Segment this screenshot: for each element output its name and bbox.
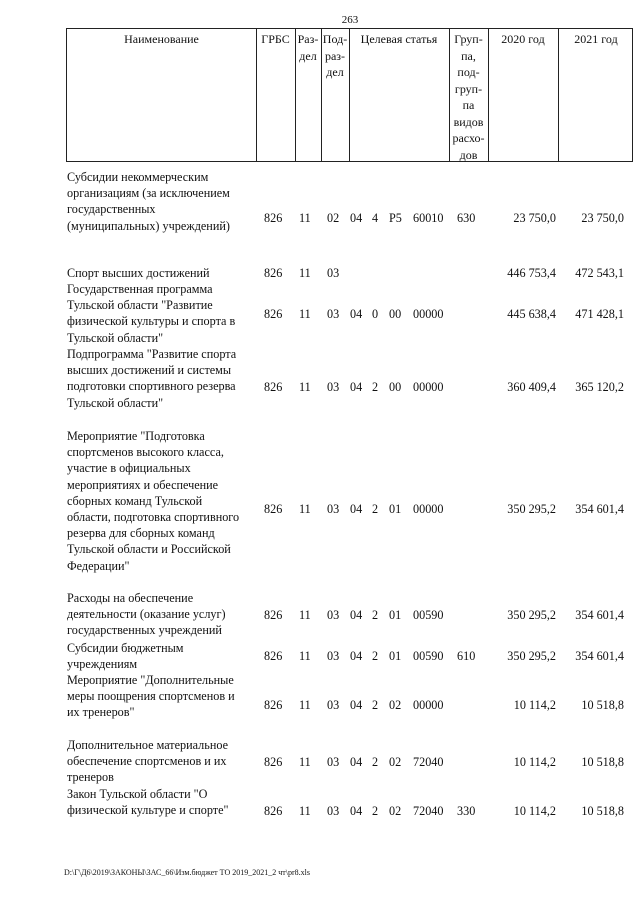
cell-grbs: 826 bbox=[264, 211, 283, 225]
cell-podrazdel: 03 bbox=[327, 649, 340, 663]
cell-target-subprogram: 2 bbox=[372, 755, 379, 769]
header-grbs: ГРБС bbox=[261, 32, 290, 46]
cell-grbs: 826 bbox=[264, 502, 283, 516]
cell-podrazdel: 03 bbox=[327, 698, 340, 712]
cell-razdel: 11 bbox=[299, 266, 311, 280]
cell-podrazdel: 03 bbox=[327, 755, 340, 769]
cell-target-program: 04 bbox=[350, 502, 363, 516]
cell-razdel: 11 bbox=[299, 698, 311, 712]
cell-target-program: 04 bbox=[350, 649, 363, 663]
cell-target-subprogram: 0 bbox=[372, 307, 379, 321]
cell-target-program: 04 bbox=[350, 755, 363, 769]
cell-target-subprogram: 2 bbox=[372, 698, 379, 712]
cell-grbs: 826 bbox=[264, 307, 283, 321]
cell-grbs: 826 bbox=[264, 804, 283, 818]
header-year-2021: 2021 год bbox=[574, 32, 618, 46]
cell-amount-2020: 350 295,2 bbox=[507, 649, 556, 663]
cell-name: Закон Тульской области "О физической культуре и спорте" bbox=[67, 787, 229, 818]
cell-name: Расходы на обеспечение деятельности (оказание услуг) государственных учреждений bbox=[67, 591, 226, 638]
cell-target-subprogram: 4 bbox=[372, 211, 379, 225]
cell-target-program: 04 bbox=[350, 307, 363, 321]
cell-grbs: 826 bbox=[264, 266, 283, 280]
cell-target-subprogram: 2 bbox=[372, 804, 379, 818]
cell-razdel: 11 bbox=[299, 649, 311, 663]
cell-grbs: 826 bbox=[264, 755, 283, 769]
cell-podrazdel: 03 bbox=[327, 380, 340, 394]
cell-razdel: 11 bbox=[299, 502, 311, 516]
cell-podrazdel: 03 bbox=[327, 502, 340, 516]
cell-razdel: 11 bbox=[299, 307, 311, 321]
cell-amount-2020: 23 750,0 bbox=[513, 211, 556, 225]
cell-target-event: 00 bbox=[389, 307, 402, 321]
cell-name: Государственная программа Тульской области "Развитие физической культуры и спорта в Тульской области" bbox=[67, 282, 236, 345]
cell-podrazdel: 02 bbox=[327, 211, 340, 225]
cell-target-event: 02 bbox=[389, 804, 402, 818]
cell-target-direction: 00000 bbox=[413, 502, 444, 516]
cell-name: Дополнительное материальное обеспечение спортсменов и их тренеров bbox=[67, 738, 228, 785]
cell-target-direction: 00000 bbox=[413, 698, 444, 712]
cell-expense-type: 330 bbox=[457, 804, 476, 818]
cell-razdel: 11 bbox=[299, 211, 311, 225]
table-header bbox=[66, 28, 633, 162]
cell-target-event: 01 bbox=[389, 608, 402, 622]
cell-amount-2021: 472 543,1 bbox=[575, 266, 624, 280]
cell-target-direction: 00590 bbox=[413, 649, 444, 663]
cell-podrazdel: 03 bbox=[327, 608, 340, 622]
cell-target-direction: 72040 bbox=[413, 804, 444, 818]
cell-name: Мероприятие "Подготовка спортсменов высокого класса, участие в официальных мероприятиях и обеспечение сборных команд Тульской области, подготовка спортивного резерва для сборных команд Тульской области и Российской Федерации" bbox=[67, 429, 240, 573]
cell-amount-2020: 10 114,2 bbox=[513, 755, 556, 769]
cell-target-direction: 60010 bbox=[413, 211, 444, 225]
cell-target-direction: 72040 bbox=[413, 755, 444, 769]
header-podrazdel: Под- раз- дел bbox=[322, 32, 348, 79]
cell-podrazdel: 03 bbox=[327, 266, 340, 280]
cell-amount-2021: 354 601,4 bbox=[575, 608, 624, 622]
cell-target-subprogram: 2 bbox=[372, 380, 379, 394]
column-divider bbox=[256, 29, 257, 161]
cell-amount-2021: 10 518,8 bbox=[581, 804, 624, 818]
cell-amount-2020: 360 409,4 bbox=[507, 380, 556, 394]
column-divider bbox=[349, 29, 350, 161]
cell-amount-2021: 365 120,2 bbox=[575, 380, 624, 394]
cell-amount-2021: 354 601,4 bbox=[575, 502, 624, 516]
cell-expense-type: 630 bbox=[457, 211, 476, 225]
cell-grbs: 826 bbox=[264, 608, 283, 622]
cell-target-event: P5 bbox=[389, 211, 402, 225]
cell-target-direction: 00000 bbox=[413, 307, 444, 321]
cell-name: Мероприятие "Дополнительные меры поощрения спортсменов и их тренеров" bbox=[67, 673, 235, 720]
cell-target-program: 04 bbox=[350, 380, 363, 394]
cell-amount-2020: 446 753,4 bbox=[507, 266, 556, 280]
cell-target-subprogram: 2 bbox=[372, 608, 379, 622]
cell-amount-2020: 350 295,2 bbox=[507, 502, 556, 516]
header-expense-group: Груп- па, под- груп- па видов расхо- дов bbox=[452, 32, 485, 162]
cell-target-direction: 00000 bbox=[413, 380, 444, 394]
cell-podrazdel: 03 bbox=[327, 307, 340, 321]
cell-target-direction: 00590 bbox=[413, 608, 444, 622]
cell-amount-2021: 10 518,8 bbox=[581, 755, 624, 769]
cell-grbs: 826 bbox=[264, 649, 283, 663]
header-target-article: Целевая статья bbox=[360, 32, 438, 46]
cell-name: Субсидии некоммерческим организациям (за исключением государственных (муниципальных) учреждений) bbox=[67, 170, 230, 233]
cell-name: Спорт высших достижений bbox=[67, 266, 210, 280]
cell-amount-2020: 10 114,2 bbox=[513, 698, 556, 712]
cell-target-event: 00 bbox=[389, 380, 402, 394]
cell-name: Подпрограмма "Развитие спорта высших достижений и системы подготовки спортивного резерва Тульской области" bbox=[67, 347, 237, 410]
cell-amount-2020: 445 638,4 bbox=[507, 307, 556, 321]
cell-razdel: 11 bbox=[299, 804, 311, 818]
column-divider bbox=[558, 29, 559, 161]
header-name: Наименование bbox=[124, 32, 199, 46]
cell-target-event: 01 bbox=[389, 649, 402, 663]
cell-expense-type: 610 bbox=[457, 649, 476, 663]
cell-grbs: 826 bbox=[264, 698, 283, 712]
cell-target-program: 04 bbox=[350, 211, 363, 225]
cell-target-program: 04 bbox=[350, 698, 363, 712]
footer-file-path: D:\Г\Д6\2019\ЗАКОНЫ\ЗАС_66\Изм.бюджет ТО 2019_2021_2 чт\pr8.xls bbox=[64, 868, 310, 877]
column-divider bbox=[488, 29, 489, 161]
cell-target-event: 02 bbox=[389, 755, 402, 769]
cell-podrazdel: 03 bbox=[327, 804, 340, 818]
cell-amount-2021: 23 750,0 bbox=[581, 211, 624, 225]
cell-amount-2020: 10 114,2 bbox=[513, 804, 556, 818]
cell-name: Субсидии бюджетным учреждениям bbox=[67, 641, 184, 672]
cell-amount-2021: 10 518,8 bbox=[581, 698, 624, 712]
cell-target-subprogram: 2 bbox=[372, 649, 379, 663]
cell-amount-2020: 350 295,2 bbox=[507, 608, 556, 622]
cell-target-event: 02 bbox=[389, 698, 402, 712]
cell-grbs: 826 bbox=[264, 380, 283, 394]
cell-target-program: 04 bbox=[350, 608, 363, 622]
cell-amount-2021: 471 428,1 bbox=[575, 307, 624, 321]
cell-razdel: 11 bbox=[299, 608, 311, 622]
cell-razdel: 11 bbox=[299, 380, 311, 394]
page-number: 263 bbox=[341, 14, 359, 26]
header-razdel: Раз- дел bbox=[297, 32, 319, 63]
cell-razdel: 11 bbox=[299, 755, 311, 769]
cell-amount-2021: 354 601,4 bbox=[575, 649, 624, 663]
cell-target-subprogram: 2 bbox=[372, 502, 379, 516]
header-year-2020: 2020 год bbox=[501, 32, 545, 46]
cell-target-event: 01 bbox=[389, 502, 402, 516]
cell-target-program: 04 bbox=[350, 804, 363, 818]
